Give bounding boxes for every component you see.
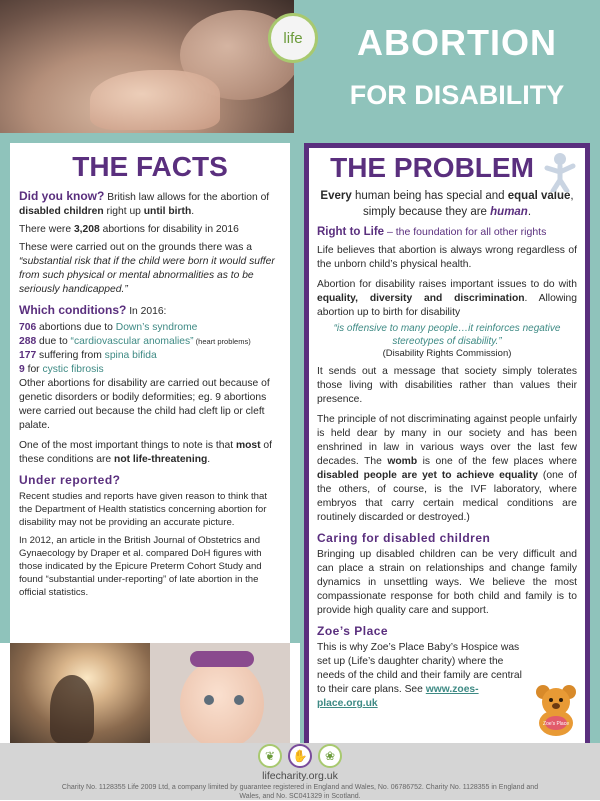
life-logo[interactable] [268, 13, 318, 63]
zoes-place-paragraph: This is why Zoe’s Place Baby’s Hospice was set up (Life’s daughter charity) where the needs of the child and their family are central to their care plans. See www.zoes-place.org.uk [317, 642, 522, 709]
legal-text: Charity No. 1128355 Life 2009 Ltd, a company limited by guarantee registered in England and Wales, No. 06786752. Charity No. 1128355 in England and Wales, and No. SC041329 in Scotland. [61, 784, 539, 800]
zoes-place-link[interactable]: www.zoes-place.org.uk [317, 684, 479, 709]
hand-icon: ✋ [288, 744, 312, 768]
conditions-list [19, 321, 281, 377]
important-note: One of the most important things to note is that most of these conditions are not life-threatening. [19, 440, 272, 465]
abortion-count: There were 3,208 abortions for disability in 2016 [19, 224, 239, 235]
leaf-icon: ❦ [258, 744, 282, 768]
baby-hand-photo [0, 0, 294, 133]
facts-title: THE FACTS [72, 151, 228, 182]
condition-item: 9 for cystic fibrosis [19, 364, 104, 375]
page-title-line1: ABORTION [357, 22, 557, 63]
did-you-know-heading: Did you know? [19, 189, 105, 203]
condition-item: 177 suffering from spina bifida [19, 350, 157, 361]
caring-heading: Caring for disabled children [317, 531, 491, 545]
did-you-know-paragraph: Did you know? British law allows for the abortion of disabled children right up until birth. [19, 189, 270, 217]
under-reported-paragraph-1: Recent studies and reports have given reason to think that the Department of Health statistics concerning abortion for disability may not be providing an accurate picture. [19, 491, 267, 528]
right-to-life-heading: Right to Life – the foundation for all other rights [317, 226, 547, 238]
condition-item: 288 due to “cardiovascular anomalies” (heart problems) [19, 336, 251, 347]
under-reported-heading: Under reported? [19, 473, 121, 487]
sprout-icon: ❀ [318, 744, 342, 768]
problem-content [304, 143, 590, 749]
quote-source: (Disability Rights Commission) [382, 348, 512, 359]
caring-paragraph: Bringing up disabled children can be very difficult and can place a strain on relationships and change family dynamics in unsettling ways. We believe the most compassionate response for both child and family is to provide high quality care and support. [317, 549, 577, 616]
problem-paragraph-1: Life believes that abortion is always wrong regardless of the unborn child’s physical health. [317, 245, 577, 270]
header-banner [294, 0, 600, 133]
bear-label: Zoe's Place [543, 721, 569, 727]
page-title-line2: FOR DISABILITY [349, 80, 565, 110]
facts-panel [0, 133, 300, 643]
problem-paragraph-3: It sends out a message that society simply tolerates those living with disabilities rather than values their presence. [317, 366, 577, 405]
other-conditions: Other abortions for disability are carried out because of genetic disorders or bodily deformities; eg. 9 abortions were carried out because the child had cleft lip or cleft palate. [19, 378, 270, 431]
header [0, 0, 600, 133]
problem-paragraph-4: The principle of not discriminating against people unfairly is held dear by many in our society and has been enshrined in law in various ways over the last few decades. The womb is one of the few places where disabled people are yet to achieve equality (one of the others, of course, is the IVF laboratory, where embryos that carry certain medical conditions are routinely discarded or destroyed.) [317, 414, 577, 523]
problem-panel [300, 133, 600, 743]
photo-strip [10, 643, 290, 743]
logo-text: life [283, 29, 303, 47]
problem-intro: Every human being has special and equal value, simply because they are human. [320, 190, 574, 218]
person-icon [543, 152, 577, 192]
condition-item: 706 abortions due to Down’s syndrome [19, 322, 198, 333]
sunset-mother-photo [10, 643, 150, 743]
which-conditions-heading-row: Which conditions? In 2016: [19, 303, 167, 317]
teddy-bear-icon [533, 682, 579, 736]
facts-content [10, 143, 290, 643]
website-link[interactable]: lifecharity.org.uk [262, 770, 338, 782]
problem-title: THE PROBLEM [330, 152, 534, 183]
problem-paragraph-2: Abortion for disability raises important issues to do with equality, diversity and discrimination. Allowing abortion up to birth for disability [317, 279, 577, 318]
which-conditions-heading: Which conditions? [19, 303, 127, 317]
baby-girl-photo [150, 643, 290, 743]
grounds-paragraph: These were carried out on the grounds there was a “substantial risk that if the child were born it would suffer from such physical or mental abnormalities as to be seriously handicapped.” [19, 242, 275, 295]
footer-icons [258, 744, 342, 766]
drc-quote: “is offensive to many people…it reinforces negative stereotypes of disability.” [333, 323, 561, 347]
zoes-place-heading: Zoe’s Place [317, 624, 389, 638]
under-reported-paragraph-2: In 2012, an article in the British Journal of Obstetrics and Gynaecology by Draper et al. compared DoH figures with those indicated by the Epicure Preterm Cohort Study and found “substantial under-reporting” of late abortion in the official statistics. [19, 535, 262, 598]
